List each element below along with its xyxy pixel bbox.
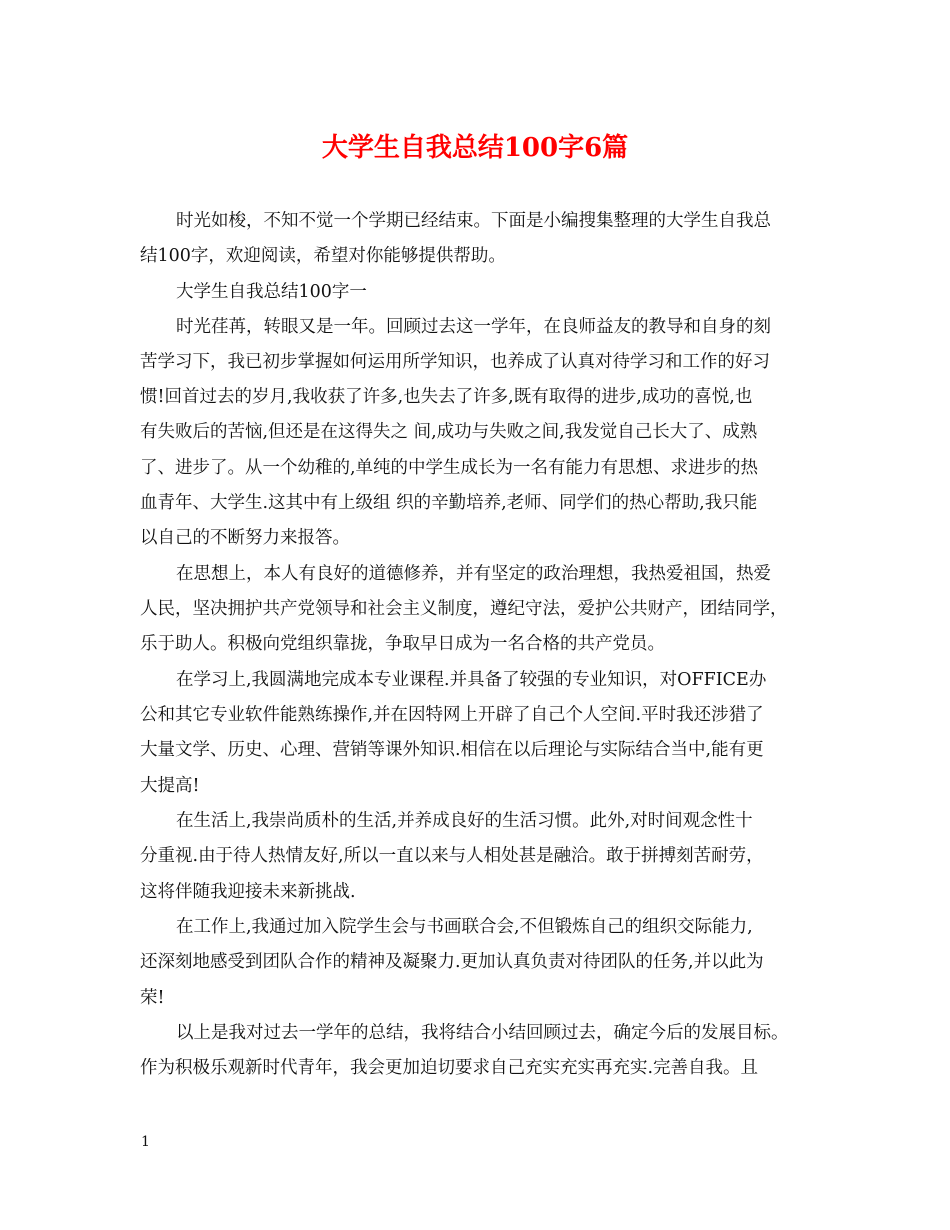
paragraph-line: 公和其它专业软件能熟练操作,并在因特网上开辟了自己个人空间.平时我还涉猎了: [140, 705, 764, 725]
page-number: 1: [141, 1134, 150, 1150]
paragraph-line: 在思想上，本人有良好的道德修养，并有坚定的政治理想，我热爱祖国，热爱: [176, 564, 771, 584]
paragraph-line: 大量文学、历史、心理、营销等课外知识.相信在以后理论与实际结合当中,能有更: [140, 740, 764, 760]
paragraph-line: 在学习上,我圆满地完成本专业课程.并具备了较强的专业知识，对OFFICE办: [176, 670, 767, 690]
paragraph-line: 有失败后的苦恼,但还是在这得失之 间,成功与失败之间,我发觉自己长大了、成熟: [140, 422, 758, 442]
paragraph-line: 以自己的不断努力来报答。: [140, 528, 350, 548]
paragraph-line: 时光如梭，不知不觉一个学期已经结束。下面是小编搜集整理的大学生自我总: [176, 211, 771, 231]
paragraph-line: 惯!回首过去的岁月,我收获了许多,也失去了许多,既有取得的进步,成功的喜悦,也: [140, 387, 753, 407]
paragraph-line: 人民，坚决拥护共产党领导和社会主义制度，遵纪守法，爱护公共财产，团结同学，: [140, 599, 788, 619]
paragraph-line: 以上是我对过去一学年的总结，我将结合小结回顾过去，确定今后的发展目标。: [176, 1023, 789, 1043]
paragraph-line: 乐于助人。积极向党组织靠拢，争取早日成为一名合格的共产党员。: [140, 634, 665, 654]
paragraph-line: 结100字，欢迎阅读，希望对你能够提供帮助。: [140, 246, 506, 266]
paragraph-line: 时光荏苒，转眼又是一年。回顾过去这一学年，在良师益友的教导和自身的刻: [176, 317, 771, 337]
document-title: 大学生自我总结100字6篇: [321, 133, 629, 163]
paragraph-line: 了、进步了。从一个幼稚的,单纯的中学生成长为一名有能力有思想、求进步的热: [140, 458, 759, 478]
paragraph-line: 在生活上,我崇尚质朴的生活,并养成良好的生活习惯。此外,对时间观念性十: [176, 811, 753, 831]
paragraph-line: 苦学习下，我已初步掌握如何运用所学知识，也养成了认真对待学习和工作的好习: [140, 352, 770, 372]
paragraph-line: 作为积极乐观新时代青年，我会更加迫切要求自己充实充实再充实.完善自我。且: [140, 1058, 759, 1078]
paragraph-line: 还深刻地感受到团队合作的精神及凝聚力.更加认真负责对待团队的任务,并以此为: [140, 952, 764, 972]
paragraph-line: 大提高!: [140, 776, 200, 796]
paragraph-line: 在工作上,我通过加入院学生会与书画联合会,不但锻炼自己的组织交际能力,: [176, 917, 753, 937]
paragraph-line: 这将伴随我迎接未来新挑战.: [140, 882, 356, 902]
paragraph-line: 分重视.由于待人热情友好,所以一直以来与人相处甚是融洽。敢于拼搏刻苦耐劳，: [140, 846, 764, 866]
section-heading: 大学生自我总结100字一: [176, 282, 367, 302]
paragraph-line: 血青年、大学生.这其中有上级组 织的辛勤培养,老师、同学们的热心帮助,我只能: [140, 493, 758, 513]
paragraph-line: 荣!: [140, 988, 165, 1008]
